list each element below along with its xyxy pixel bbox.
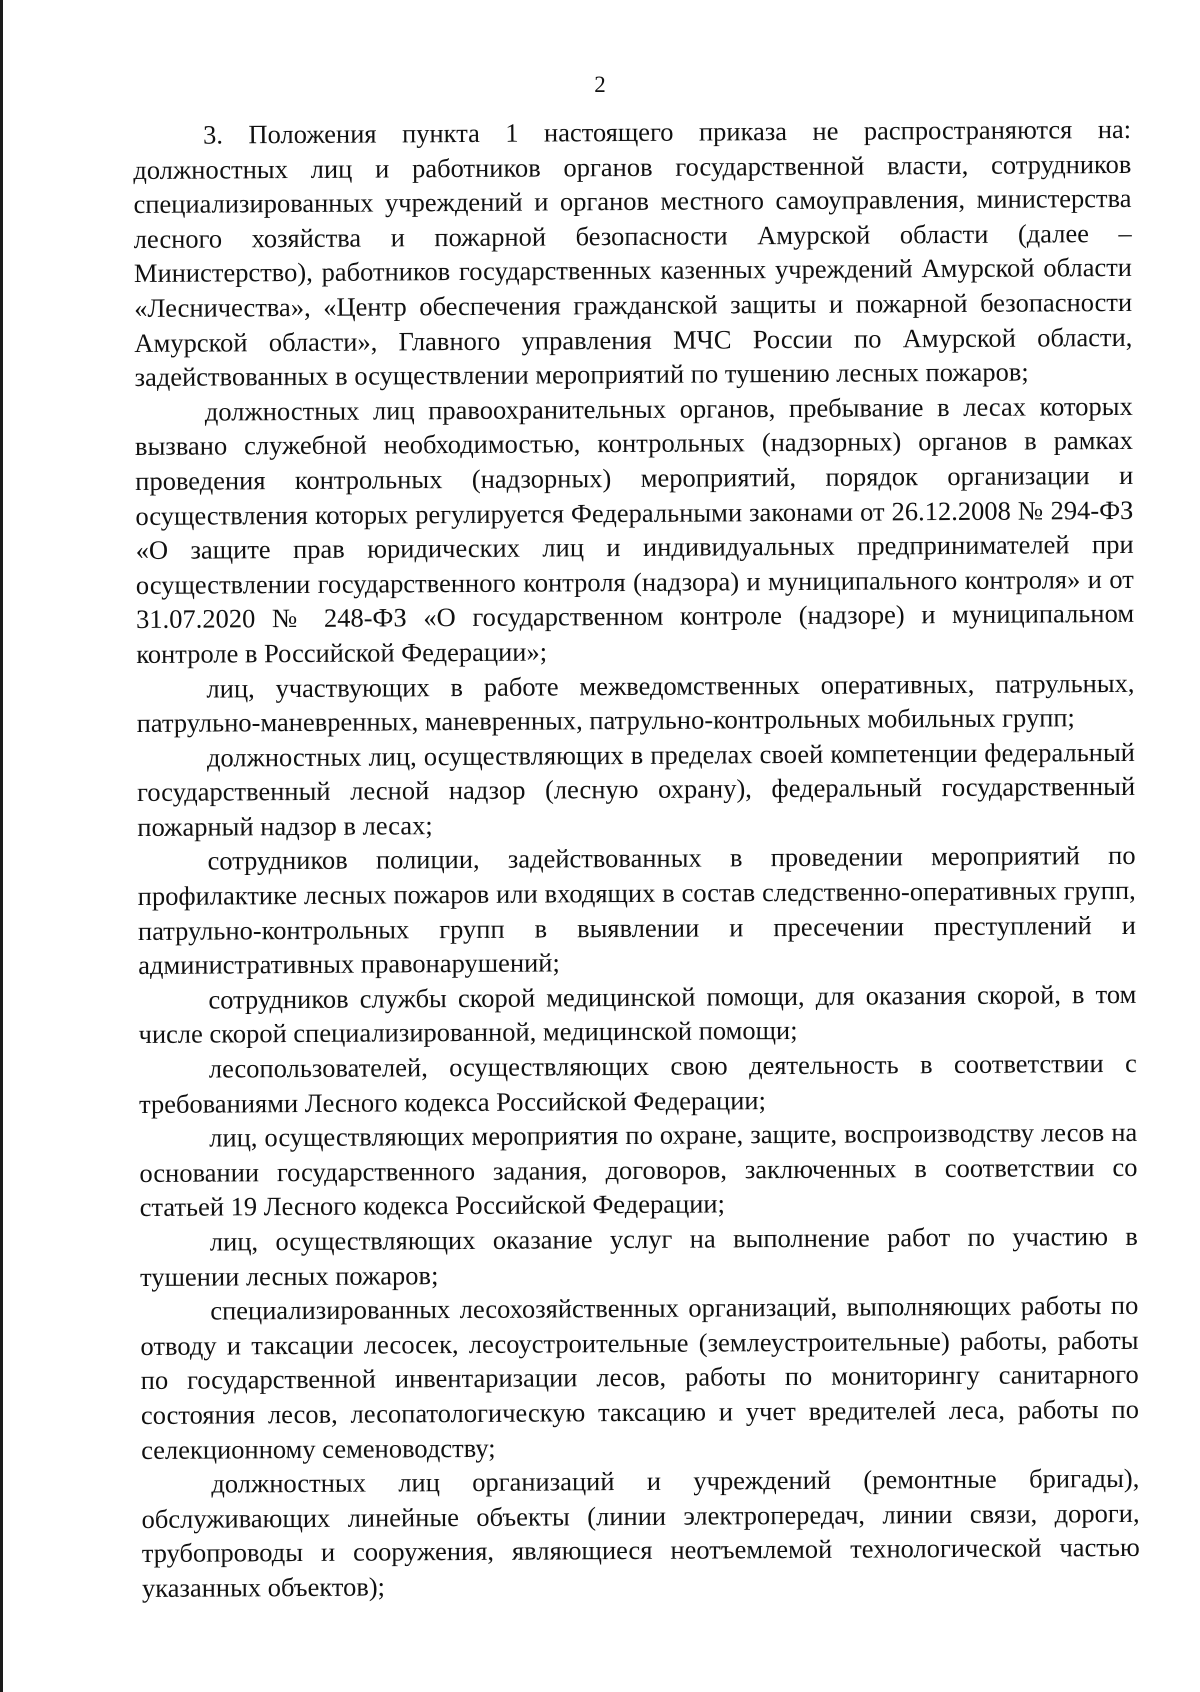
paragraph-forest-users: лесопользователей, осуществляющих свою деятельность в соответствии с требованиями Лесного кодекса Российской Федерации; — [138, 1047, 1137, 1119]
scan-edge — [0, 0, 3, 1692]
document-body — [133, 112, 1140, 1606]
page-number: 2 — [594, 72, 606, 97]
paragraph-mobile-groups: лиц, участвующих в работе межведомственных оперативных, патрульных, патрульно-маневренных, маневренных, патрульно-контрольных мобильных групп; — [136, 667, 1135, 739]
paragraph-linear-objects: должностных лиц организаций и учреждений (ремонтные бригады), обслуживающих линейные объекты (линии электропередач, линии связи, дороги, трубопроводы и сооружения, являющиеся неотъемлемой технологической частью указанных объектов); — [141, 1463, 1140, 1603]
paragraph-forest-protection: лиц, осуществляющих мероприятия по охране, защите, воспроизводству лесов на основании государственного задания, договоров, заключенных в соответствии со статьей 19 Лесного кодекса Российской Федерации; — [139, 1117, 1138, 1223]
paragraph-forest-supervision: должностных лиц, осуществляющих в пределах своей компетенции федеральный государственный лесной надзор (лесную охрану), федеральный государственный пожарный надзор в лесах; — [137, 736, 1136, 842]
paragraph-forestry-organizations: специализированных лесохозяйственных организаций, выполняющих работы по отводу и таксации лесосек, лесоустроительные (землеустроительные) работы, работы по государственной инвентаризации лесов, работы по мониторингу санитарного состояния лесов, лесопатологическую таксацию и учет вредителей леса, работы по селекционному семеноводству; — [140, 1290, 1139, 1465]
paragraph-ambulance: сотрудников службы скорой медицинской помощи, для оказания скорой, в том числе скорой специализированной, медицинской помощи; — [138, 978, 1137, 1050]
paragraph-police: сотрудников полиции, задействованных в проведении мероприятий по профилактике лесных пожаров или входящих в состав следственно-оперативных групп, патрульно-контрольных групп в выявлении и пресечении преступлений и административных правонарушений; — [137, 840, 1137, 981]
paragraph-clause-3: 3. Положения пункта 1 настоящего приказа не распространяются на: должностных лиц и работников органов государственной власти, сотрудников специализированных учреждений и органов местного самоуправления, министерства лесного хозяйства и пожарной безопасности Амурской области (далее – Министерство), работников государственных казенных учреждений Амурской области «Лесничества», «Центр обеспечения гражданской защиты и пожарной безопасности Амурской области», Главного управления МЧС России по Амурской области, задействованных в осуществлении мероприятий по тушению лесных пожаров; — [133, 113, 1133, 393]
paragraph-fire-services: лиц, осуществляющих оказание услуг на выполнение работ по участию в тушении лесных пожаров; — [139, 1220, 1138, 1292]
paragraph-law-enforcement: должностных лиц правоохранительных органов, пребывание в лесах которых вызвано служебной необходимостью, контрольных (надзорных) органов в рамках проведения контрольных (надзорных) мероприятий, порядок организации и осуществления которых регулируется Федеральными законами от 26.12.2008 № 294-ФЗ «О защите прав юридических лиц и индивидуальных предпринимателей при осуществлении государственного контроля (надзора) и муниципального контроля» и от 31.07.2020 № 248-ФЗ «О государственном контроле (надзоре) и муниципальном контроле в Российской Федерации»; — [134, 390, 1135, 669]
